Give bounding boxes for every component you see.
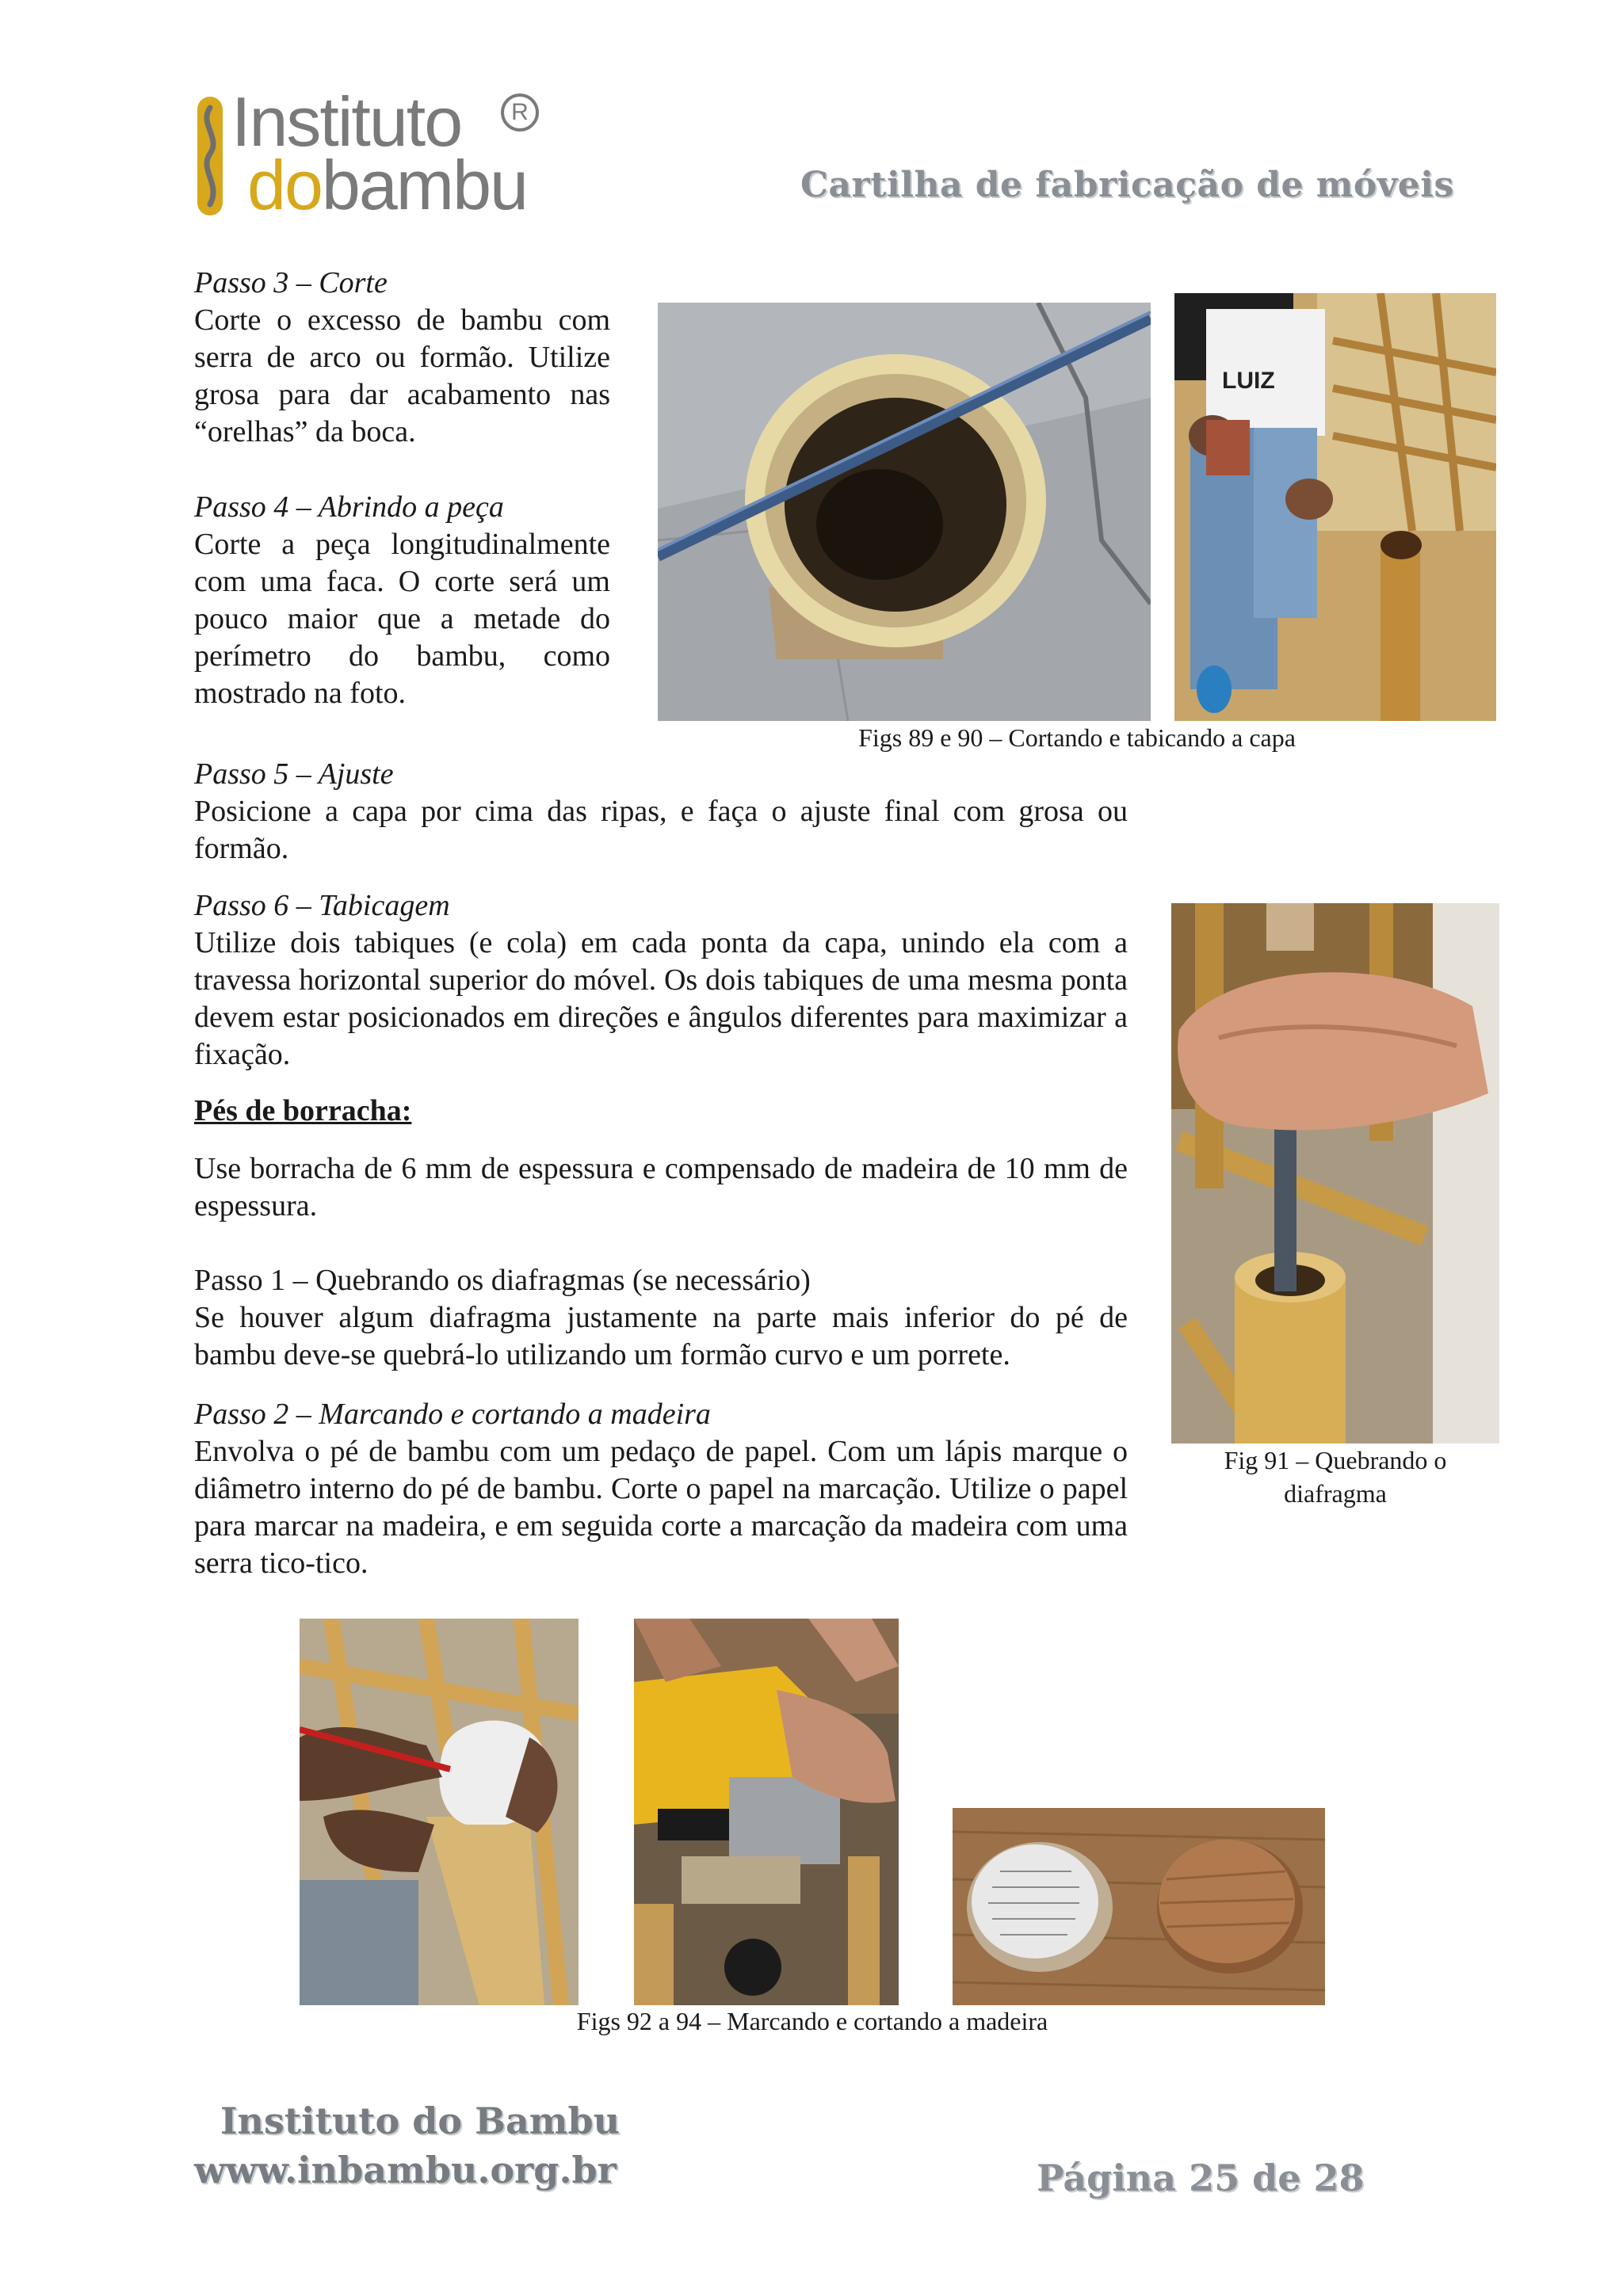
fig-94-photo: [953, 1808, 1325, 2005]
caption-figs-89-90: Figs 89 e 90 – Cortando e tabicando a capa: [858, 723, 1296, 752]
footer-website-link[interactable]: www.inbambu.org.br: [194, 2149, 617, 2191]
page-number: Página 25 de 28: [1037, 2157, 1365, 2199]
logo-text-do: do: [247, 146, 322, 224]
pes-passo1-text: Se houver algum diafragma justamente na parte mais inferior do pé de bambu deve-se quebrá-lo utilizando um formão curvo e um porrete.: [194, 1301, 1128, 1371]
shirt-print-text: LUIZ: [1222, 368, 1275, 394]
passo4-text: Corte a peça longitudinalmente com uma faca. O corte será um pouco maior que a metade do perímetro do bambu, como mostrado na foto.: [194, 528, 610, 710]
pes-passo2-title: Passo 2 – Marcando e cortando a madeira: [194, 1398, 711, 1431]
caption-fig-91-line1: Fig 91 – Quebrando o: [1224, 1446, 1447, 1474]
passo6-block: [194, 887, 1128, 1074]
passo6-text: Utilize dois tabiques (e cola) em cada ponta da capa, unindo ela com a travessa horizontal superior do móvel. Os dois tabiques de uma mesma ponta devem estar posicionados em direções e ângulos diferentes para maximizar a fixação.: [194, 926, 1128, 1071]
passo5-title: Passo 5 – Ajuste: [194, 757, 394, 791]
fig-92-photo: [300, 1619, 579, 2005]
fig-93-photo: [634, 1619, 899, 2005]
logo-text-dobambu: [247, 146, 527, 224]
passo4-title: Passo 4 – Abrindo a peça: [194, 490, 504, 524]
document-title: Cartilha de fabricação de móveis: [800, 165, 1454, 205]
caption-figs-92-94: Figs 92 a 94 – Marcando e cortando a madeira: [576, 2007, 1048, 2035]
passo3-block: [194, 265, 610, 451]
passo5-text: Posicione a capa por cima das ripas, e faça o ajuste final com grosa ou formão.: [194, 795, 1128, 865]
passo4-block: [194, 489, 610, 712]
pes-passo2-text: Envolva o pé de bambu com um pedaço de papel. Com um lápis marque o diâmetro interno do pé de bambu. Corte o papel na marcação. Utilize o papel para marcar na madeira, e em seguida corte a marcação da madeira com uma serra tico-tico.: [194, 1435, 1128, 1580]
pes-passo2-block: [194, 1396, 1128, 1582]
passo6-title: Passo 6 – Tabicagem: [194, 889, 450, 922]
pes-passo1-block: [194, 1262, 1128, 1374]
footer-org-name: Instituto do Bambu: [220, 2100, 621, 2142]
logo-text-instituto: Instituto: [231, 82, 462, 161]
fig-90-photo: [1174, 293, 1496, 721]
pes-de-borracha-heading: Pés de borracha:: [194, 1094, 412, 1127]
caption-fig-91: [1171, 1444, 1499, 1510]
pes-passo1-title: Passo 1 – Quebrando os diafragmas (se necessário): [194, 1264, 811, 1297]
fig-89-photo: [658, 303, 1151, 721]
fig-91-photo: [1171, 903, 1499, 1444]
registered-mark: R: [501, 93, 539, 132]
logo-bamboo-mark: [194, 97, 226, 215]
passo3-text: Corte o excesso de bambu com serra de arco ou formão. Utilize grosa para dar acabamento nas “orelhas” da boca.: [194, 303, 610, 448]
passo3-title: Passo 3 – Corte: [194, 266, 388, 299]
logo-text-bambu: bambu: [321, 146, 527, 224]
caption-fig-91-line2: diafragma: [1284, 1479, 1387, 1508]
pes-intro-text: Use borracha de 6 mm de espessura e compensado de madeira de 10 mm de espessura.: [194, 1152, 1128, 1222]
passo5-block: [194, 756, 1128, 868]
